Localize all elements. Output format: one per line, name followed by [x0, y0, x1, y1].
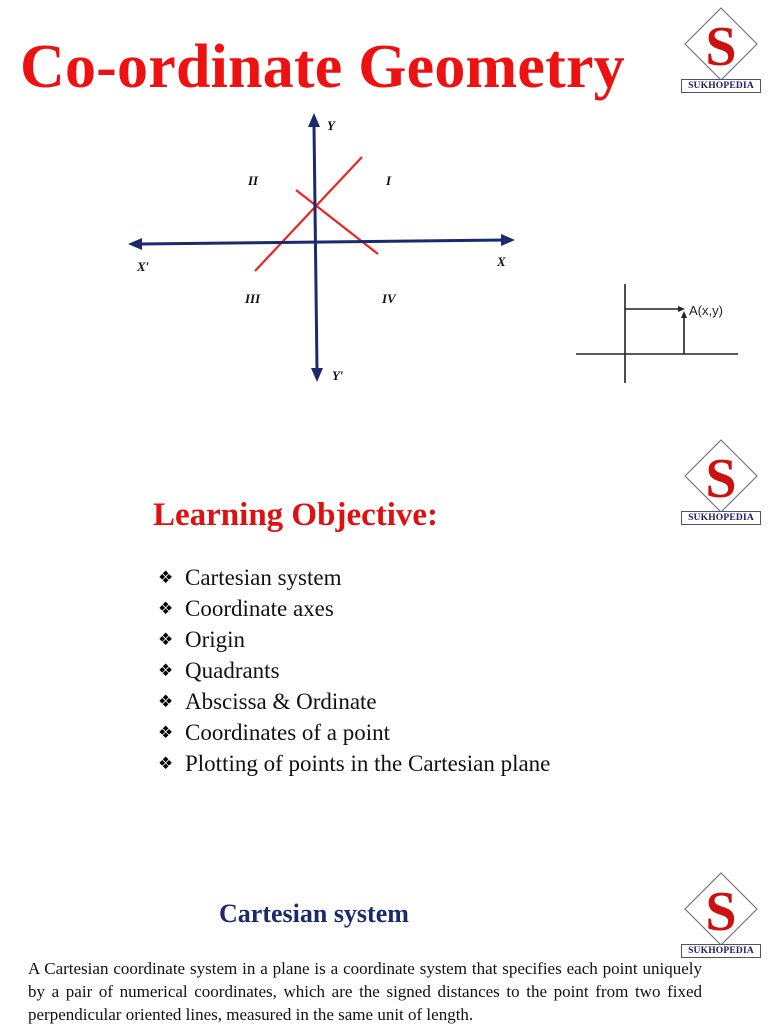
logo-brand-text: SUKHOPEDIA: [681, 79, 761, 93]
list-item: ❖ Coordinate axes: [158, 593, 550, 624]
x-neg-axis-label: X′: [137, 259, 150, 274]
y-axis-label: Y: [327, 118, 335, 133]
cartesian-system-heading: Cartesian system: [219, 899, 409, 928]
x-axis-line: [140, 240, 505, 244]
logo-brand-text: SUKHOPEDIA: [681, 944, 761, 958]
diamond-quad-bullet-icon: ❖: [158, 723, 174, 742]
logo-brand-text: SUKHOPEDIA: [681, 511, 761, 525]
list-item: ❖ Abscissa & Ordinate: [158, 686, 550, 717]
diamond-quad-bullet-icon: ❖: [158, 568, 174, 587]
red-line-falling: [296, 190, 378, 254]
x-pos-arrow-icon: [501, 234, 515, 246]
quadrant-label-4: IV: [382, 291, 396, 306]
quadrant-label-2: II: [248, 173, 259, 188]
learning-objective-heading: Learning Objective:: [153, 497, 439, 533]
diamond-quad-bullet-icon: ❖: [158, 692, 174, 711]
y-axis-line: [314, 125, 317, 370]
logo-letter: S: [705, 448, 737, 510]
list-item: ❖ Origin: [158, 624, 550, 655]
quadrant-label-3: III: [245, 291, 261, 306]
diamond-quad-bullet-icon: ❖: [158, 661, 174, 680]
point-plot-diagram: [576, 284, 738, 383]
logo-letter: S: [705, 881, 737, 943]
y-neg-axis-label: Y′: [332, 368, 344, 383]
x-neg-arrow-icon: [128, 238, 142, 250]
sukhopedia-logo: [681, 871, 761, 961]
diamond-quad-bullet-icon: ❖: [158, 630, 174, 649]
y-neg-arrow-icon: [311, 368, 323, 382]
x-axis-label: X: [497, 254, 506, 269]
cartesian-system-paragraph: A Cartesian coordinate system in a plane is a coordinate system that specifies each point uniquely by a pair of numerical coordinates, which are the signed distances to the point from two fixed perpendicular oriented lines, measured in the same unit of length.: [28, 959, 702, 1024]
diamond-quad-bullet-icon: ❖: [158, 599, 174, 618]
list-item: ❖ Cartesian system: [158, 562, 550, 593]
coordinate-axes-diagram: [0, 0, 768, 420]
list-item: ❖ Plotting of points in the Cartesian plane: [158, 748, 550, 779]
logo-letter: S: [705, 16, 737, 78]
ordinate-arrow-icon: [681, 311, 687, 318]
diamond-quad-bullet-icon: ❖: [158, 754, 174, 773]
list-item: ❖ Coordinates of a point: [158, 717, 550, 748]
point-label: A(x,y): [689, 303, 723, 318]
red-line-rising: [255, 157, 362, 271]
quadrant-label-1: I: [386, 173, 392, 188]
objectives-list: [158, 562, 550, 779]
page-title: Co-ordinate Geometry: [20, 33, 625, 101]
abscissa-arrow-icon: [678, 306, 685, 312]
sukhopedia-logo: [681, 438, 761, 528]
list-item: ❖ Quadrants: [158, 655, 550, 686]
y-pos-arrow-icon: [308, 113, 320, 127]
